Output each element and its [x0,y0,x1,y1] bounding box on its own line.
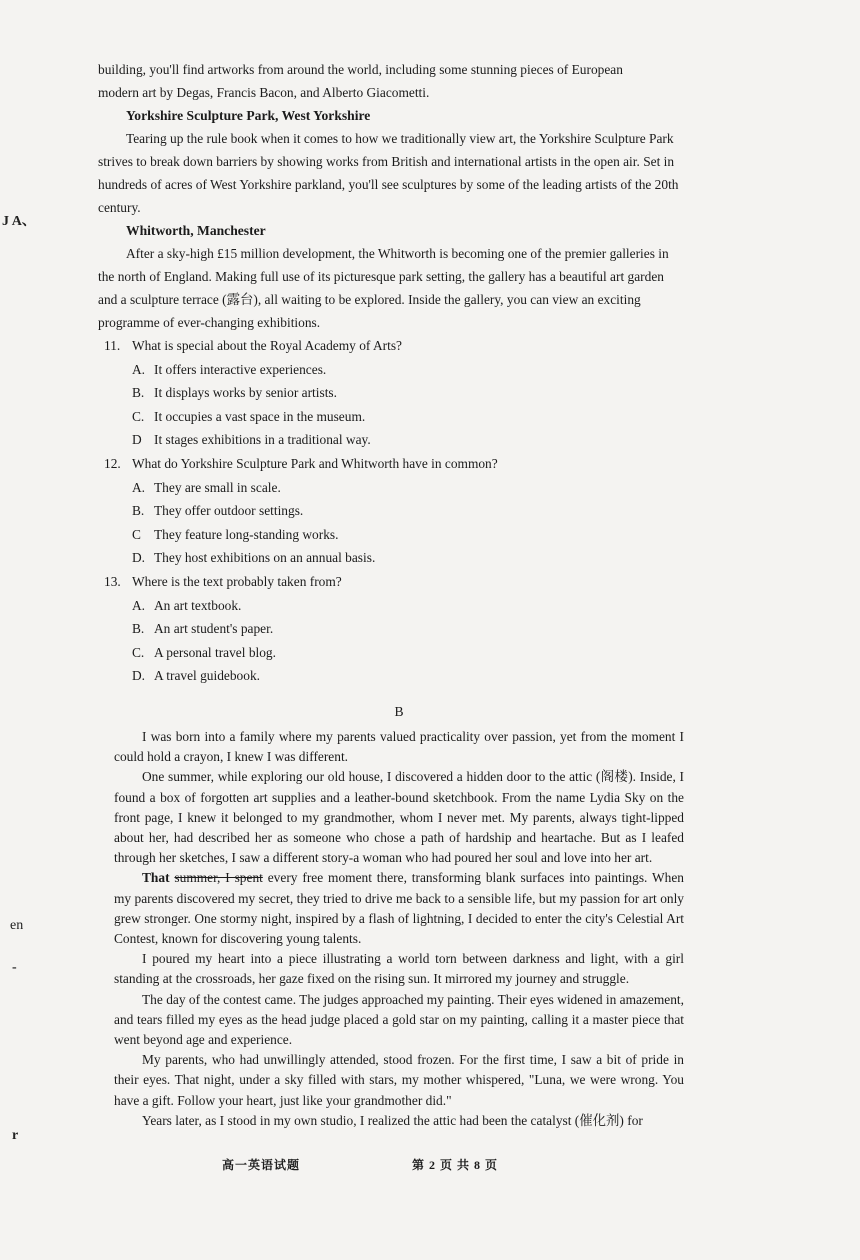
margin-mark: J A、 [2,214,36,229]
option-text: It stages exhibitions in a traditional way. [154,432,371,448]
option-letter: A. [132,479,146,495]
ysp-paragraph: Tearing up the rule book when it comes to how we traditionally view art, the Yorkshire Sculpture Park strives to break down barriers by showing works from British and international artists in the open air. Set in hundreds of acres of West Yorkshire parkland, you'll see sculptures by some of the leading artists of the 20th century. [98,131,679,215]
option-letter: A. [132,597,146,613]
question-text: Where is the text probably taken from? [132,573,342,589]
option-text: A personal travel blog. [154,644,276,660]
option-letter: C. [132,408,145,424]
question-number: 12. [104,455,121,471]
whitworth-heading: Whitworth, Manchester [126,223,266,238]
question-number: 13. [104,573,121,589]
option-letter: D. [132,550,146,566]
intro-line: modern art by Degas, Francis Bacon, and Alberto Giacometti. [98,85,430,100]
footer-page-number: 第 2 页 共 8 页 [412,1158,499,1172]
option-letter: B. [132,621,145,637]
question-13 [98,570,684,688]
paragraph: Years later, as I stood in my own studio, I realized the attic had been the catalyst (催化剂) for [142,1112,643,1128]
passage-b [114,686,684,1131]
option-text: They are small in scale. [154,479,281,495]
margin-mark: en [10,918,24,933]
margin-mark: r [12,1128,19,1143]
option-letter: B. [132,385,145,401]
option-text: An art student's paper. [154,621,274,637]
ysp-heading: Yorkshire Sculpture Park, West Yorkshire [126,108,371,123]
paragraph: The day of the contest came. The judges approached my painting. Their eyes widened in amazement, and tears filled my eyes as the head judge placed a gold star on my painting, calling it a master piece that went beyond age and experience. [114,991,684,1048]
paragraph: My parents, who had unwillingly attended, stood frozen. For the first time, I saw a bit of pride in their eyes. That night, under a sky filled with stars, my mother whispered, "Luna, we were wrong. You have a gift. Follow your heart, just like your grandmother did." [114,1052,684,1108]
option-text: They feature long-standing works. [154,526,339,542]
footer-subject: 高一英语试题 [222,1158,301,1172]
passage-a [98,58,684,688]
option-letter: C [132,526,141,542]
paragraph-start: That [142,870,175,886]
paragraph: I was born into a family where my parents valued practicality over passion, yet from the moment I could hold a crayon, I knew I was different. [114,729,684,765]
option-letter: C. [132,644,145,660]
question-11 [98,334,684,452]
question-text: What is special about the Royal Academy of Arts? [132,338,402,353]
question-text: What do Yorkshire Sculpture Park and Whitworth have in common? [132,455,498,471]
option-text: It displays works by senior artists. [154,385,337,401]
option-text: An art textbook. [154,597,242,613]
option-letter: D. [132,668,146,684]
option-letter: A. [132,361,146,377]
question-12 [98,452,684,570]
whitworth-paragraph: After a sky-high £15 million development, the Whitworth is becoming one of the premier galleries in the north of England. Making full use of its picturesque park setting, the gallery has a beautiful art garden and a sculpture terrace (露台), all waiting to be explored. Inside the gallery, you can view an exciting programme of ever-changing exhibitions. [98,246,669,330]
section-title: B [394,704,404,719]
option-text: They host exhibitions on an annual basis. [154,550,376,566]
question-number: 11. [104,338,121,353]
paragraph: I poured my heart into a piece illustrating a world torn between darkness and light, with a girl standing at the crossroads, her gaze fixed on the rising sun. It mirrored my journey and struggle. [114,951,684,987]
option-text: It offers interactive experiences. [154,361,327,377]
intro-line: building, you'll find artworks from around the world, including some stunning pieces of European [98,62,623,77]
page-footer [222,1156,499,1173]
margin-mark: - [12,960,17,975]
option-letter: B. [132,503,145,519]
paragraph: One summer, while exploring our old house, I discovered a hidden door to the attic (阁楼). Inside, I found a box of forgotten art supplies and a leather-bound sketchbook. From the name Lydia Sky on the front page, I knew it belonged to my grandmother, whom I never met. My parents, always tight-lipped about her, had described her as someone who chose a path of hardship and heartache. But as I leafed through her sketches, I saw a different story-a woman who had poured her soul and love into her art. [114,769,684,866]
paragraph-rest: every free moment there, transforming blank surfaces into paintings. When my parents discovered my secret, they tried to drive me back to a sensible life, but my passion for art only grew stronger. One stormy night, inspired by a flash of lightning, I decided to enter the city's Celestial Art Contest, known for discovering young talents. [114,870,684,947]
struck-text: summer, I spent [174,870,263,886]
option-letter: D [132,432,142,448]
option-text: A travel guidebook. [154,668,260,684]
option-text: They offer outdoor settings. [154,503,304,519]
option-text: It occupies a vast space in the museum. [154,408,366,424]
paragraph [114,868,684,949]
